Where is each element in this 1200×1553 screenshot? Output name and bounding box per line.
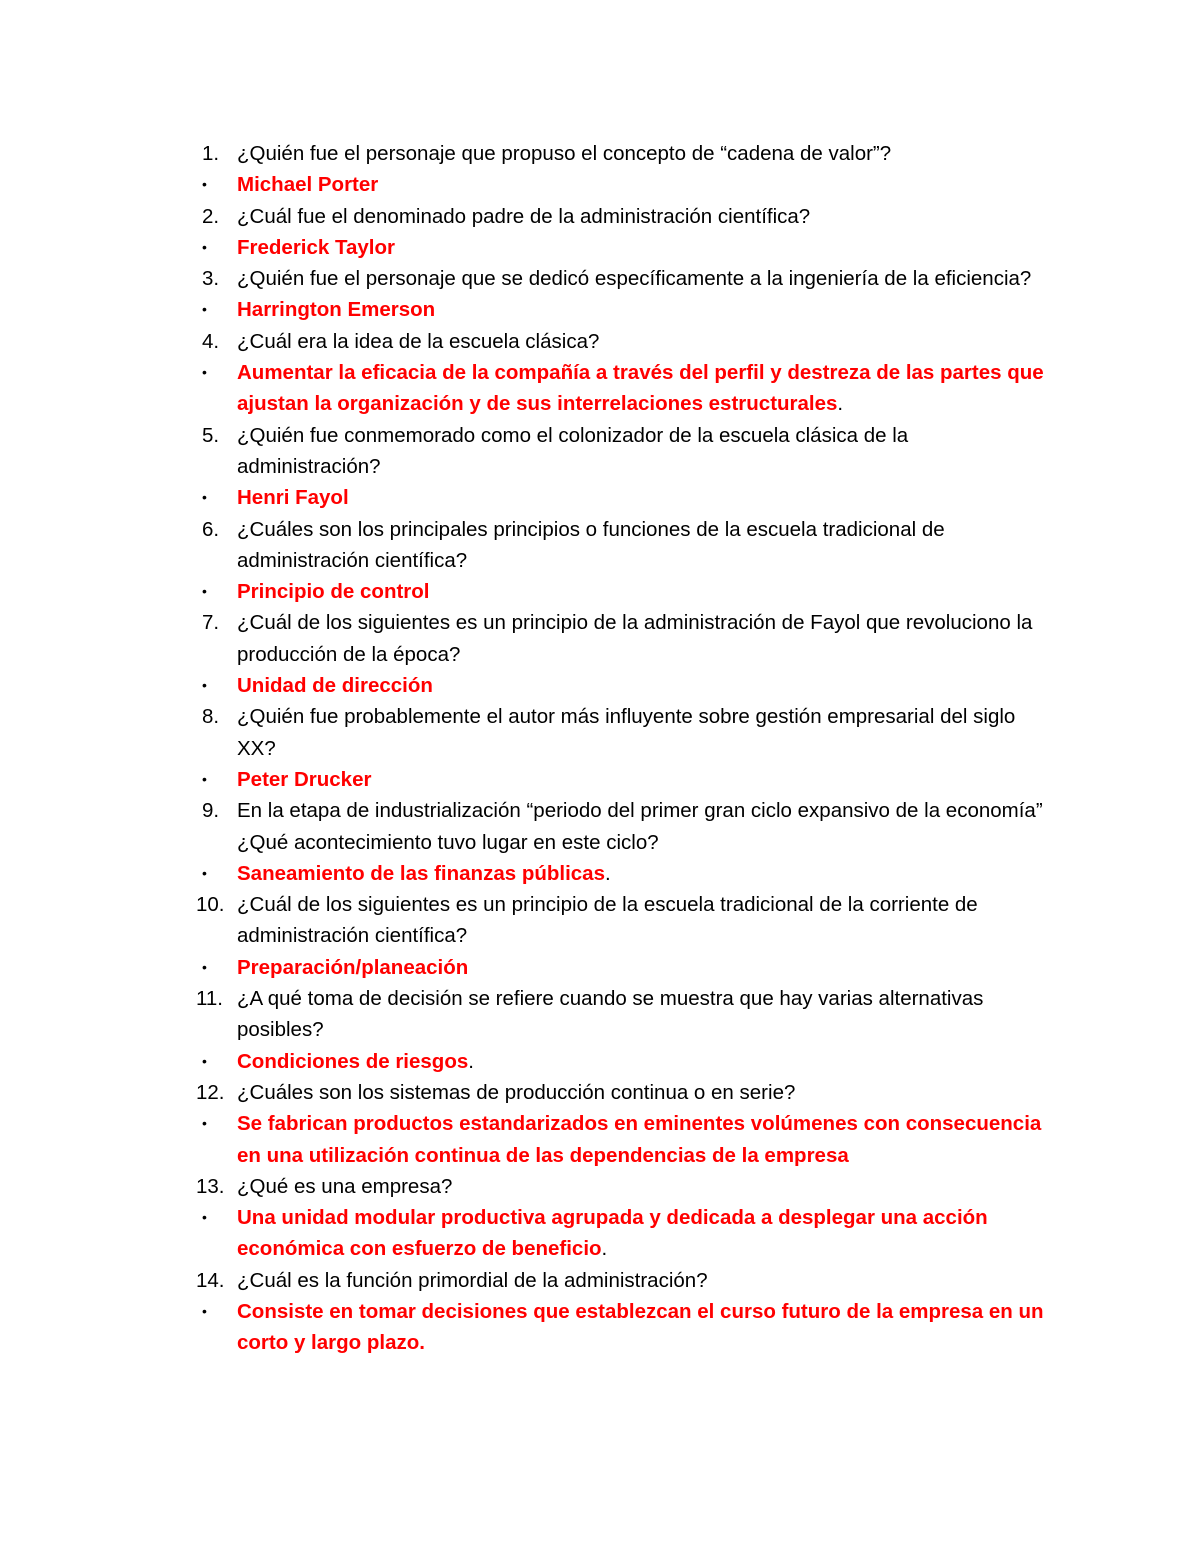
question-text: ¿Cuál fue el denominado padre de la administración científica?: [237, 204, 811, 228]
question-text: ¿Cuál era la idea de la escuela clásica?: [237, 329, 600, 353]
answer-text: [237, 1108, 1056, 1171]
question-text: ¿Cuáles son los principales principios o funciones de la escuela tradicional de administración científica?: [237, 517, 945, 572]
answer-main: Consiste en tomar decisiones que establezcan el curso futuro de la empresa en un corto y largo plazo.: [237, 1299, 1044, 1355]
answer-text: [237, 764, 1056, 795]
question-number: 3.: [202, 267, 220, 291]
answer-tail: .: [601, 1237, 608, 1261]
bullet-icon: •: [202, 489, 207, 506]
question-item: [196, 889, 1056, 952]
answer-main: Condiciones de riesgos: [237, 1049, 469, 1073]
question-item: [196, 607, 1056, 670]
question-text: En la etapa de industrialización “periodo del primer gran ciclo expansivo de la economía” ¿Qué acontecimiento tuvo lugar en este ciclo?: [237, 799, 1043, 854]
answer-main: Aumentar la eficacia de la compañía a través del perfil y destreza de las partes que ajustan la organización y de sus interrelaciones estructurales: [237, 361, 1044, 416]
question-number: 6.: [202, 517, 220, 541]
question-item: [196, 1077, 1056, 1108]
question-item: [196, 420, 1056, 483]
question-number: 8.: [202, 705, 220, 729]
bullet-icon: •: [202, 364, 207, 381]
answer-text: [237, 858, 1056, 889]
question-item: [196, 326, 1056, 357]
answer-text: [237, 169, 1056, 200]
answer-item: [196, 232, 1056, 263]
question-text: ¿Quién fue el personaje que propuso el concepto de “cadena de valor”?: [237, 142, 892, 165]
answer-item: [196, 670, 1056, 701]
question-item: [196, 795, 1056, 858]
answer-item: [196, 1108, 1056, 1171]
answer-main: Se fabrican productos estandarizados en eminentes volúmenes con consecuencia en una utilización continua de las dependencias de la empresa: [237, 1112, 1042, 1167]
answer-text: [237, 482, 1056, 513]
question-item: [196, 1171, 1056, 1202]
answer-main: Preparación/planeación: [237, 955, 469, 979]
answer-main: Henri Fayol: [237, 486, 349, 510]
answer-main: Frederick Taylor: [237, 235, 395, 259]
question-number: 9.: [202, 799, 220, 823]
question-number: 1.: [202, 142, 220, 165]
question-item: [196, 263, 1056, 294]
answer-main: Michael Porter: [237, 173, 379, 197]
question-text: ¿Qué es una empresa?: [237, 1174, 453, 1198]
answer-item: [196, 858, 1056, 889]
question-number: 5.: [202, 423, 220, 447]
answer-item: [196, 1202, 1056, 1265]
answer-text: [237, 1202, 1056, 1265]
answer-main: Unidad de dirección: [237, 674, 433, 698]
question-item: [196, 701, 1056, 764]
answer-item: [196, 764, 1056, 795]
answer-main: Una unidad modular productiva agrupada y dedicada a desplegar una acción económica con esfuerzo de beneficio: [237, 1206, 988, 1261]
question-text: ¿Cuáles son los sistemas de producción continua o en serie?: [237, 1080, 796, 1104]
question-text: ¿Cuál de los siguientes es un principio de la escuela tradicional de la corriente de administración científica?: [237, 893, 978, 948]
answer-item: [196, 357, 1056, 420]
question-number: 10.: [196, 893, 225, 917]
answer-main: Principio de control: [237, 580, 430, 604]
answer-tail: .: [604, 861, 611, 885]
answer-text: [237, 952, 1056, 983]
question-number: 4.: [202, 329, 220, 353]
bullet-icon: •: [202, 176, 207, 193]
answer-item: [196, 952, 1056, 983]
answer-item: [196, 576, 1056, 607]
answer-text: [237, 1296, 1056, 1359]
question-text: ¿A qué toma de decisión se refiere cuando se muestra que hay varias alternativas posibles?: [237, 987, 984, 1042]
bullet-icon: •: [202, 864, 207, 881]
question-text: ¿Quién fue conmemorado como el colonizador de la escuela clásica de la administración?: [237, 423, 909, 478]
question-number: 14.: [196, 1268, 225, 1292]
bullet-icon: •: [202, 1115, 207, 1132]
answer-item: [196, 169, 1056, 200]
answer-text: [237, 670, 1056, 701]
answer-text: [237, 232, 1056, 263]
answer-text: [237, 357, 1056, 420]
answer-item: [196, 482, 1056, 513]
bullet-icon: •: [202, 1052, 207, 1069]
bullet-icon: •: [202, 677, 207, 694]
bullet-icon: •: [202, 770, 207, 787]
question-number: 2.: [202, 204, 220, 228]
question-item: [196, 983, 1056, 1046]
bullet-icon: •: [202, 238, 207, 255]
question-text: ¿Quién fue el personaje que se dedicó específicamente a la ingeniería de la eficiencia?: [237, 267, 1032, 291]
question-number: 12.: [196, 1080, 225, 1104]
answer-item: [196, 1046, 1056, 1077]
answer-text: [237, 294, 1056, 325]
answer-text: [237, 1046, 1056, 1077]
question-number: 7.: [202, 611, 220, 635]
question-item: [196, 1265, 1056, 1296]
bullet-icon: •: [202, 583, 207, 600]
bullet-icon: •: [202, 1209, 207, 1226]
bullet-icon: •: [202, 1302, 207, 1319]
question-item: [196, 201, 1056, 232]
question-answer-list: [196, 138, 1056, 1359]
question-item: [196, 138, 1056, 169]
answer-main: Saneamiento de las finanzas públicas: [237, 861, 605, 885]
question-text: ¿Cuál es la función primordial de la administración?: [237, 1268, 708, 1292]
bullet-icon: •: [202, 301, 207, 318]
bullet-icon: •: [202, 958, 207, 975]
question-number: 11.: [196, 987, 223, 1011]
question-text: ¿Cuál de los siguientes es un principio de la administración de Fayol que revoluciono la producción de la época?: [237, 611, 1033, 666]
answer-item: [196, 294, 1056, 325]
question-number: 13.: [196, 1174, 225, 1198]
answer-tail: .: [468, 1049, 474, 1073]
answer-main: Peter Drucker: [237, 767, 372, 791]
answer-text: [237, 576, 1056, 607]
answer-item: [196, 1296, 1056, 1359]
question-text: ¿Quién fue probablemente el autor más influyente sobre gestión empresarial del siglo XX?: [237, 705, 1016, 760]
question-item: [196, 514, 1056, 577]
answer-tail: .: [837, 392, 844, 416]
answer-main: Harrington Emerson: [237, 298, 436, 322]
